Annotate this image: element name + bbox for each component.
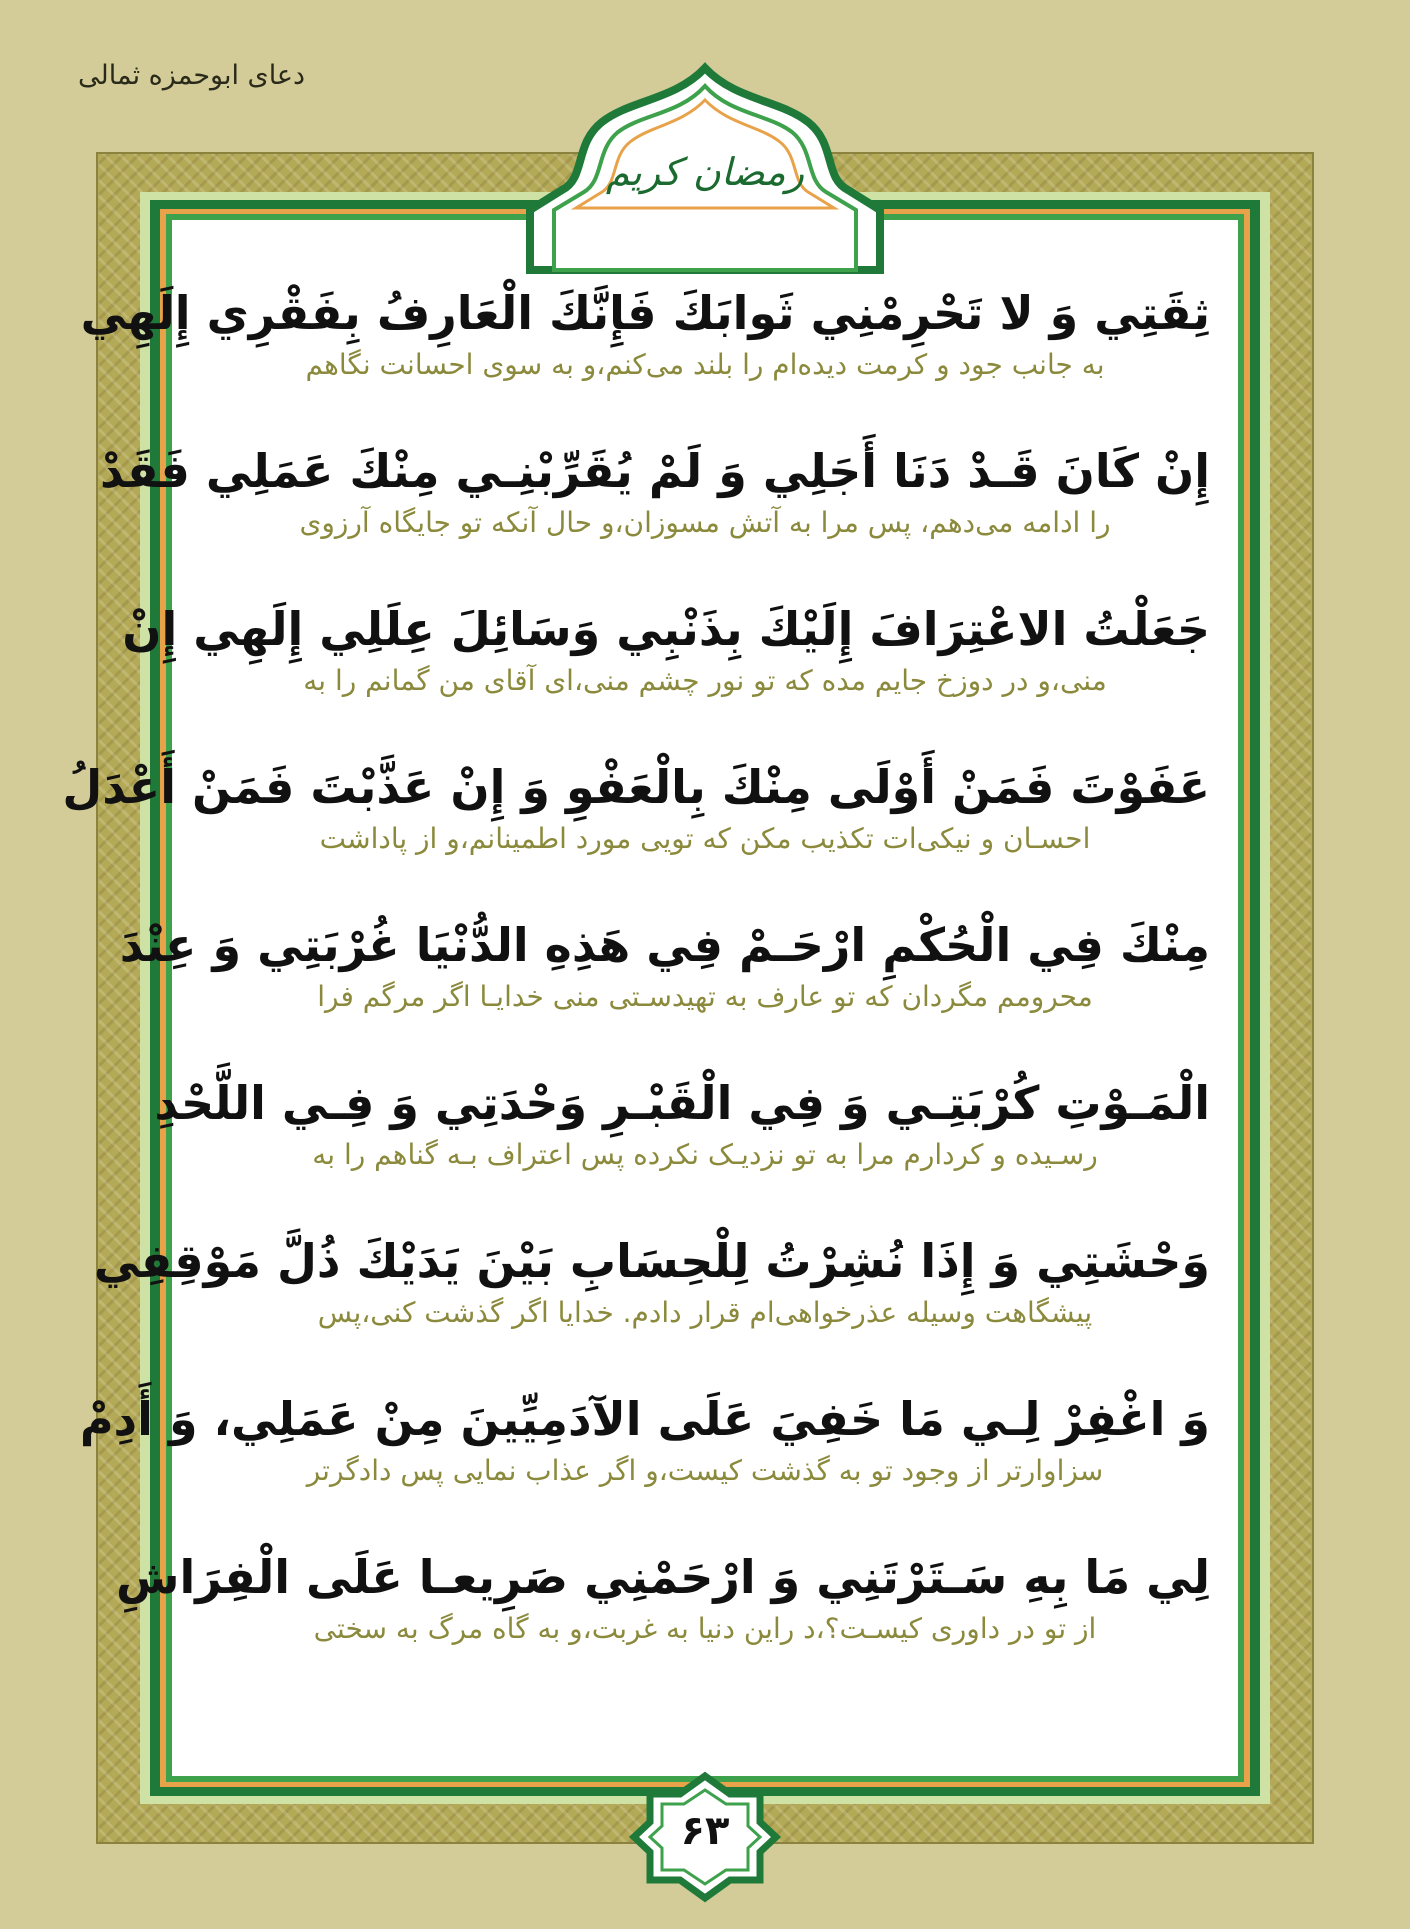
arabic-line-5: مِنْكَ فِي الْحُكْمِ ارْحَـمْ فِي هَذِهِ الدُّنْيَا غُرْبَتِي وَ عِنْدَ: [119, 918, 1210, 972]
page-number: ۶۳: [680, 1808, 730, 1854]
translation-line-7: پیشگاهت وسیله عذرخواهی‌ام قرار دادم. خدایا اگر گذشت کنی،پس: [317, 1296, 1093, 1329]
translation-line-9: از تو در داوری کیسـت؟،د راین دنیا به غربت،و به گاه مرگ به سختی: [313, 1612, 1097, 1645]
translation-line-1: به جانب جود و کرمت دیده‌ام را بلند می‌کنم،و به سوی احسانت نگاهم: [305, 348, 1105, 381]
translation-line-2: را ادامه می‌دهم، پس مرا به آتش مسوزان،و حال آنکه تو جایگاه آرزوی: [299, 506, 1111, 539]
translation-line-8: سزاوارتر از وجود تو به گذشت کیست،و اگر عذاب نمایی پس دادگرتر: [306, 1454, 1104, 1487]
translation-line-3: منی،و در دوزخ جایم مده که تو نور چشم منی،ای آقای من گمانم را به: [303, 664, 1107, 697]
arabic-line-4: عَفَوْتَ فَمَنْ أَوْلَى مِنْكَ بِالْعَفْوِ وَ إِنْ عَذَّبْتَ فَمَنْ أَعْدَلُ: [62, 760, 1210, 814]
translation-line-6: رسـیده و کردارم مرا به تو نزدیـک نکرده پس اعتراف بـه گناهم را به: [312, 1138, 1098, 1171]
translation-line-4: احسـان و نیکی‌ات تکذیب مکن که تویی مورد اطمینانم،و از پاداشت: [319, 822, 1091, 855]
arabic-line-7: وَحْشَتِي وَ إِذَا نُشِرْتُ لِلْحِسَابِ بَيْنَ يَدَيْكَ ذُلَّ مَوْقِفِي: [93, 1234, 1210, 1288]
arabic-line-8: وَ اغْفِرْ لِـي مَا خَفِيَ عَلَى الآدَمِيِّينَ مِنْ عَمَلِي، وَ أَدِمْ: [79, 1392, 1210, 1446]
running-title: دعای ابوحمزه ثمالی: [78, 60, 306, 91]
arabic-line-3: جَعَلْتُ الاعْتِرَافَ إِلَيْكَ بِذَنْبِي وَسَائِلَ عِلَلِي إِلَهِي إِنْ: [122, 602, 1210, 656]
prayer-text: [62, 282, 1210, 1704]
emblem-title: رمضان کریم: [605, 150, 805, 194]
arabic-line-6: الْمَـوْتِ كُرْبَتِـي وَ فِي الْقَبْـرِ وَحْدَتِي وَ فِـي اللَّحْدِ: [154, 1076, 1210, 1130]
arabic-line-2: إِنْ كَانَ قَـدْ دَنَا أَجَلِي وَ لَمْ يُقَرِّبْنِـي مِنْكَ عَمَلِي فَقَدْ: [100, 444, 1210, 498]
translation-line-5: محرومم مگردان که تو عارف به تهیدسـتی منی خدایـا اگر مرگم فرا: [317, 980, 1093, 1013]
arabic-line-9: لِي مَا بِهِ سَـتَرْتَنِي وَ ارْحَمْنِي صَرِيعـا عَلَى الْفِرَاشِ: [116, 1550, 1210, 1604]
arabic-line-1: ثِقَتِي وَ لا تَحْرِمْنِي ثَوابَكَ فَإِنَّكَ الْعَارِفُ بِفَقْرِي إِلَهِي: [80, 286, 1210, 340]
